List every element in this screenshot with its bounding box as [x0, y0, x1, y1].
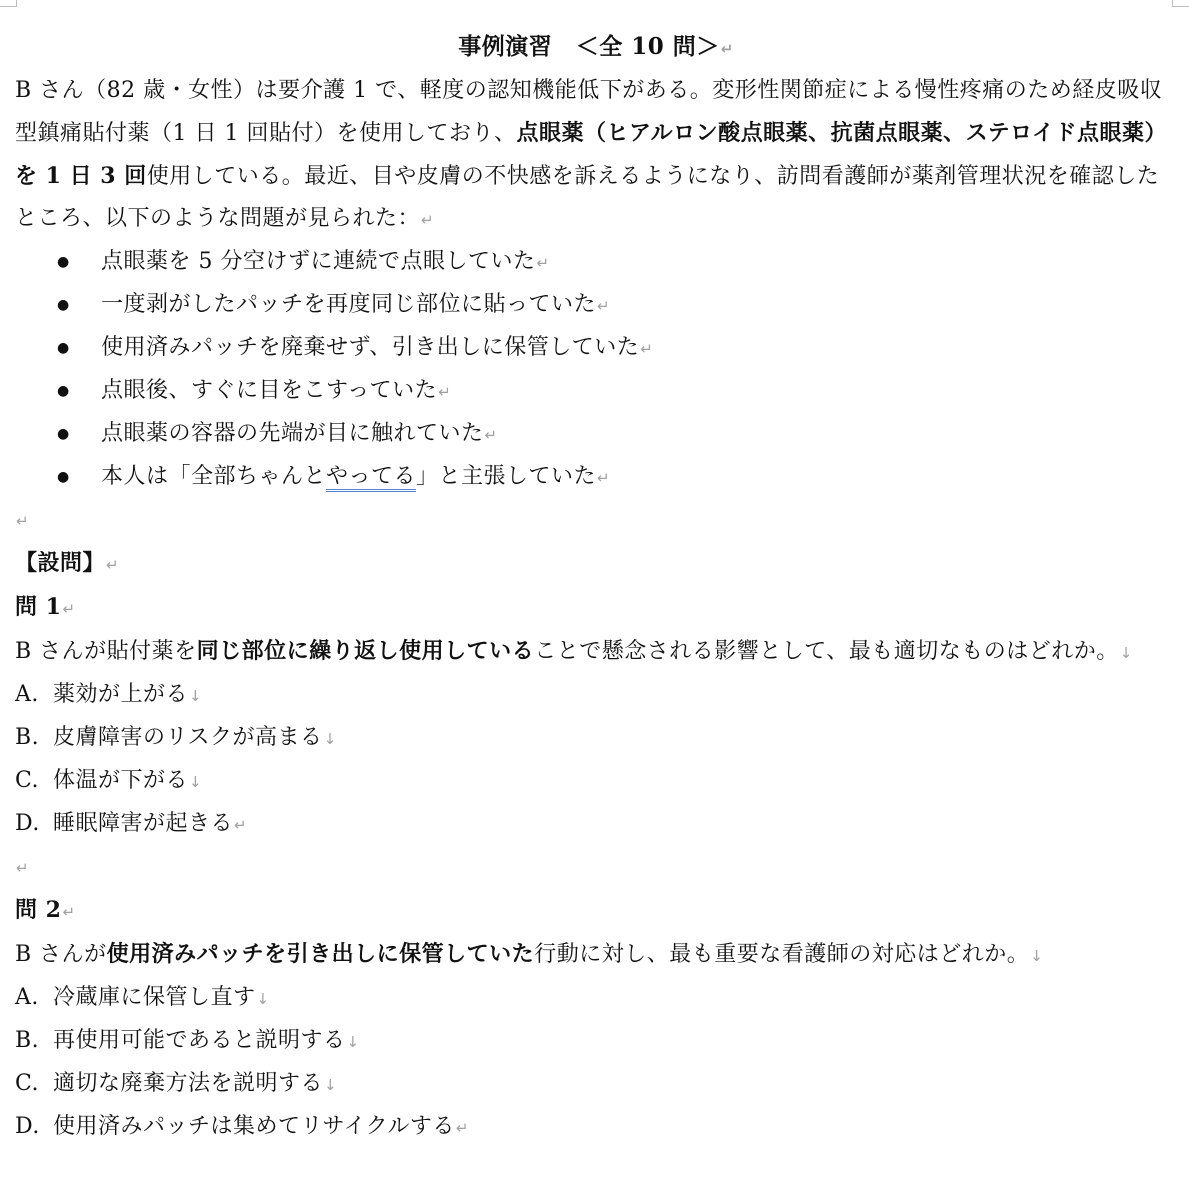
option-letter: A.	[15, 985, 39, 1010]
bullet-icon: ●	[57, 426, 70, 442]
issue-list	[15, 241, 1177, 499]
q2-option-c	[15, 1063, 1177, 1106]
question-text-after: 行動に対し、最も重要な看護師の対応はどれか。	[534, 942, 1030, 967]
document-body[interactable]	[15, 26, 1177, 1149]
issue-text: 点眼薬を 5 分空けずに連続で点眼していた	[101, 249, 536, 274]
option-text: 薬効が上がる	[53, 682, 189, 707]
line-break-mark: ↓	[1119, 644, 1133, 662]
bullet-icon: ●	[57, 469, 70, 485]
line-break-mark: ↓	[189, 687, 203, 705]
q2-option-b	[15, 1020, 1177, 1063]
grammar-underline-text[interactable]: やってる	[326, 464, 416, 492]
option-text: 睡眠障害が起きる	[53, 811, 234, 836]
section-heading	[15, 542, 1177, 586]
option-text: 皮膚障害のリスクが高まる	[53, 725, 323, 750]
issue-text: 点眼薬の容器の先端が目に触れていた	[101, 421, 484, 446]
line-break-mark: ↓	[346, 1033, 360, 1051]
paragraph-mark: ↵	[597, 469, 611, 487]
paragraph-mark: ↵	[62, 903, 76, 921]
question-1-label	[15, 586, 1177, 630]
option-letter: D.	[15, 1114, 40, 1139]
paragraph-mark: ↵	[720, 40, 734, 58]
line-break-mark: ↓	[324, 1076, 338, 1094]
question-text-before: B さんが貼付薬を	[15, 639, 197, 664]
intro-bold-text: 点眼薬（ヒアルロン酸点眼薬、抗菌点眼薬、ステロイド点眼薬）を 1 日 3 回	[15, 120, 1168, 189]
bullet-icon: ●	[57, 383, 70, 399]
issue-text-before: 本人は「全部ちゃんと	[101, 464, 327, 489]
bullet-icon: ●	[57, 340, 70, 356]
issue-text-after: 」と主張していた	[416, 464, 597, 489]
q1-option-d	[15, 803, 1177, 846]
issue-text: 使用済みパッチを廃棄せず、引き出しに保管していた	[101, 335, 640, 360]
option-text: 使用済みパッチは集めてリサイクルする	[53, 1114, 455, 1139]
empty-paragraph	[15, 846, 1177, 889]
section-heading-text: 【設問】	[15, 550, 106, 576]
title-text: 事例演習 ＜全 10 問＞	[458, 33, 720, 60]
option-text: 適切な廃棄方法を説明する	[53, 1071, 324, 1096]
page-corner-left	[0, 0, 17, 7]
paragraph-mark: ↵	[455, 1119, 469, 1137]
option-text: 体温が下がる	[53, 768, 189, 793]
paragraph-mark: ↵	[62, 600, 76, 618]
line-break-mark: ↓	[189, 773, 203, 791]
option-letter: A.	[15, 682, 39, 707]
q1-option-c	[15, 760, 1177, 803]
issue-text: 一度剥がしたパッチを再度同じ部位に貼っていた	[101, 292, 597, 317]
paragraph-mark: ↵	[421, 211, 435, 229]
paragraph-mark: ↵	[16, 859, 30, 877]
question-1-text	[15, 630, 1177, 674]
paragraph-mark: ↵	[106, 556, 120, 574]
page-corner-right	[1172, 0, 1189, 7]
intro-text-1: B さん（82 歳・女性）は要介護 1 で、軽度の認知機能低下がある。変形性関節症による慢性疼痛のため経皮吸収型鎮痛貼付薬（1 日 1 回貼付）を使用しており、	[15, 78, 1163, 146]
paragraph-mark: ↵	[484, 426, 498, 444]
q2-option-a	[15, 977, 1177, 1020]
paragraph-mark: ↵	[16, 512, 30, 530]
paragraph-mark: ↵	[438, 383, 452, 401]
line-break-mark: ↓	[256, 990, 270, 1008]
list-item	[15, 413, 1177, 456]
empty-paragraph	[15, 499, 1177, 542]
q2-option-d	[15, 1106, 1177, 1149]
intro-text-2: 使用している。最近、目や皮膚の不快感を訴えるようになり、訪問看護師が薬剤管理状況を確認したところ、以下のような問題が見られた：	[15, 164, 1160, 231]
list-item	[15, 284, 1177, 327]
question-label-text: 問 1	[15, 594, 62, 620]
question-text-bold: 同じ部位に繰り返し使用している	[196, 638, 535, 664]
list-item	[15, 241, 1177, 284]
question-text-bold: 使用済みパッチを引き出しに保管していた	[106, 941, 535, 967]
list-item	[15, 456, 1177, 499]
question-2-text	[15, 933, 1177, 977]
question-label-text: 問 2	[15, 897, 62, 923]
bullet-icon: ●	[57, 297, 70, 313]
q1-option-b	[15, 717, 1177, 760]
option-letter: D.	[15, 811, 40, 836]
paragraph-mark: ↵	[234, 816, 248, 834]
question-2-label	[15, 889, 1177, 933]
question-text-after: ことで懸念される影響として、最も適切なものはどれか。	[534, 639, 1119, 664]
issue-text: 点眼後、すぐに目をこすっていた	[101, 378, 438, 403]
list-item	[15, 370, 1177, 413]
line-break-mark: ↓	[1030, 947, 1044, 965]
paragraph-mark: ↵	[597, 297, 611, 315]
option-letter: C.	[15, 768, 40, 793]
bullet-icon: ●	[57, 254, 70, 270]
option-text: 冷蔵庫に保管し直す	[53, 985, 256, 1010]
question-text-before: B さんが	[15, 942, 107, 967]
paragraph-mark: ↵	[640, 340, 654, 358]
option-text: 再使用可能であると説明する	[53, 1028, 346, 1053]
q1-option-a	[15, 674, 1177, 717]
page-title	[15, 26, 1177, 70]
option-letter: B.	[15, 725, 40, 750]
option-letter: C.	[15, 1071, 40, 1096]
paragraph-mark: ↵	[536, 254, 550, 272]
list-item	[15, 327, 1177, 370]
case-description	[15, 70, 1177, 241]
line-break-mark: ↓	[323, 730, 337, 748]
option-letter: B.	[15, 1028, 40, 1053]
